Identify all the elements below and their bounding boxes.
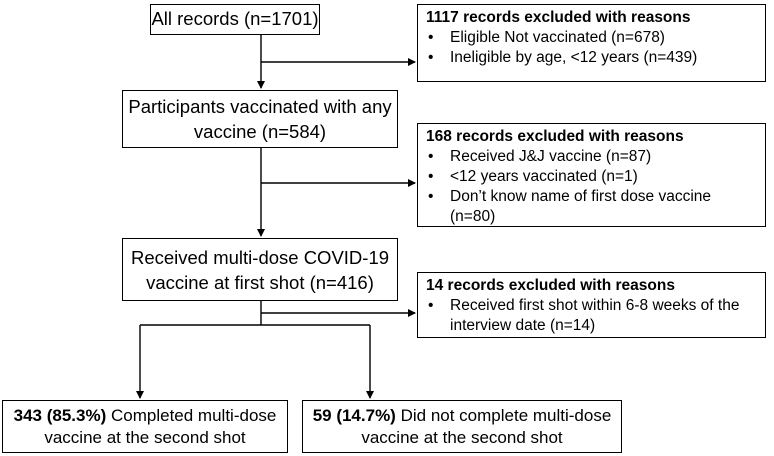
all-records-box [150,4,320,35]
not-completed-box [302,400,622,453]
exclusion-1-header: 1117 records excluded with reasons [426,9,691,26]
completed-box [2,400,288,453]
completed-count: 343 (85.3%) [13,406,107,425]
exclusion-2-item: • <12 years vaccinated (n=1) [426,167,759,187]
exclusion-2-item: • Don’t know name of first dose vaccine (n=80) [426,187,759,227]
exclusion-2-item: • Received J&J vaccine (n=87) [426,147,759,167]
vaccinated-box [122,90,398,148]
not-completed-count: 59 (14.7%) [312,406,396,425]
exclusion-1-item: • Eligible Not vaccinated (n=678) [426,28,759,48]
exclusion-box-3 [417,272,766,338]
exclusion-box-2 [417,123,766,227]
multidose-box [122,238,398,301]
exclusion-box-1 [417,4,766,82]
completed-text: Completed multi-dose vaccine at the second shot [44,406,277,447]
multidose-text: Received multi-dose COVID-19 vaccine at first shot (n=416) [130,247,390,293]
exclusion-3-header: 14 records excluded with reasons [426,277,675,294]
exclusion-1-item: • Ineligible by age, <12 years (n=439) [426,48,759,68]
not-completed-text: Did not complete multi-dose vaccine at the second shot [361,406,612,447]
vaccinated-text: Participants vaccinated with any vaccine (n=584) [128,96,392,142]
exclusion-2-header: 168 records excluded with reasons [426,128,684,145]
all-records-text: All records (n=1701) [151,8,319,29]
exclusion-3-item: • Received first shot within 6-8 weeks of the interview date (n=14) [426,296,759,336]
